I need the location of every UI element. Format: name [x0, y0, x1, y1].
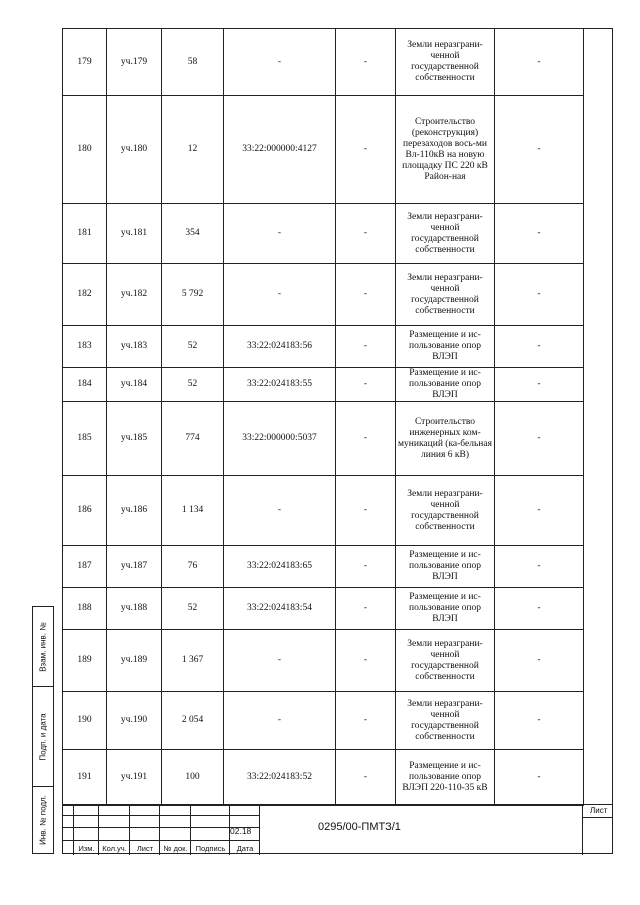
- row-number: 184: [63, 368, 107, 402]
- plot-area: 58: [162, 29, 224, 96]
- table-row: [63, 96, 584, 204]
- land-purpose: Земли неразграни-ченной государственной собственности: [396, 476, 495, 546]
- row-number: 185: [63, 402, 107, 476]
- land-purpose: Размещение и ис-пользование опор ВЛЭП: [396, 368, 495, 402]
- row-number: 179: [63, 29, 107, 96]
- plot-name: уч.187: [107, 546, 162, 588]
- col7-value: -: [495, 402, 584, 476]
- side-label-podp: Подп. и дата: [38, 712, 48, 761]
- col5-value: -: [336, 204, 396, 264]
- col5-value: -: [336, 692, 396, 750]
- side-stamp: [32, 606, 54, 854]
- plot-name: уч.188: [107, 588, 162, 630]
- plot-area: 76: [162, 546, 224, 588]
- col7-value: -: [495, 29, 584, 96]
- stamp-date-value: 02.18: [230, 826, 252, 836]
- table-row: [63, 326, 584, 368]
- stamp-label-list: Лист: [136, 844, 154, 853]
- col5-value: -: [336, 402, 396, 476]
- table-row: [63, 546, 584, 588]
- table-row: [63, 264, 584, 326]
- plot-name: уч.190: [107, 692, 162, 750]
- plot-area: 52: [162, 368, 224, 402]
- plot-name: уч.179: [107, 29, 162, 96]
- plot-area: 5 792: [162, 264, 224, 326]
- col7-value: -: [495, 96, 584, 204]
- stamp-label-data: Дата: [236, 844, 254, 853]
- cadastral-number: 33:22:024183:55: [224, 368, 336, 402]
- plot-area: 774: [162, 402, 224, 476]
- col5-value: -: [336, 264, 396, 326]
- col5-value: -: [336, 588, 396, 630]
- plot-name: уч.182: [107, 264, 162, 326]
- table-row: [63, 588, 584, 630]
- cadastral-number: 33:22:000000:4127: [224, 96, 336, 204]
- plot-name: уч.185: [107, 402, 162, 476]
- row-number: 190: [63, 692, 107, 750]
- register-table: [62, 28, 584, 806]
- side-cell-inv: [33, 787, 53, 853]
- plot-name: уч.191: [107, 750, 162, 806]
- document-code: 0295/00-ПМТЗ/1: [318, 821, 401, 833]
- land-purpose: Строительство инженерных ком-муникаций (ка-бельная линия 6 кВ): [396, 402, 495, 476]
- col5-value: -: [336, 476, 396, 546]
- plot-name: уч.184: [107, 368, 162, 402]
- row-number: 183: [63, 326, 107, 368]
- col5-value: -: [336, 546, 396, 588]
- table-row: [63, 402, 584, 476]
- side-label-vzam: Взам. инв. №: [38, 621, 48, 672]
- side-cell-vzam: [33, 607, 53, 687]
- row-number: 180: [63, 96, 107, 204]
- plot-name: уч.189: [107, 630, 162, 692]
- col7-value: -: [495, 204, 584, 264]
- plot-name: уч.183: [107, 326, 162, 368]
- plot-area: 1 367: [162, 630, 224, 692]
- stamp-col: [62, 805, 74, 855]
- col7-value: -: [495, 588, 584, 630]
- row-number: 182: [63, 264, 107, 326]
- col5-value: -: [336, 368, 396, 402]
- col7-value: -: [495, 546, 584, 588]
- cadastral-number: 33:22:000000:5037: [224, 402, 336, 476]
- cadastral-number: 33:22:024183:65: [224, 546, 336, 588]
- col7-value: -: [495, 476, 584, 546]
- table-row: [63, 29, 584, 96]
- table-row: [63, 476, 584, 546]
- col5-value: -: [336, 630, 396, 692]
- col7-value: -: [495, 368, 584, 402]
- land-purpose: Земли неразграни-ченной государственной собственности: [396, 204, 495, 264]
- col5-value: -: [336, 750, 396, 806]
- land-purpose: Строительство (реконструкция) перезаходов вось-ми Вл-110кВ на новую площадку ПС 220 кВ Район-ная: [396, 96, 495, 204]
- table-row: [63, 204, 584, 264]
- cadastral-number: -: [224, 204, 336, 264]
- cadastral-number: 33:22:024183:54: [224, 588, 336, 630]
- land-purpose: Земли неразграни-ченной государственной собственности: [396, 630, 495, 692]
- stamp-row-line: [62, 815, 260, 816]
- cadastral-number: -: [224, 476, 336, 546]
- col5-value: -: [336, 96, 396, 204]
- plot-area: 1 134: [162, 476, 224, 546]
- sheet-label: Лист: [590, 806, 608, 815]
- cadastral-number: 33:22:024183:56: [224, 326, 336, 368]
- land-purpose: Земли неразграни-ченной государственной собственности: [396, 264, 495, 326]
- stamp-row-line: [583, 817, 613, 818]
- land-purpose: Земли неразграни-ченной государственной собственности: [396, 692, 495, 750]
- plot-area: 12: [162, 96, 224, 204]
- table-row: [63, 692, 584, 750]
- plot-area: 354: [162, 204, 224, 264]
- stamp-label-kolich: Кол.уч.: [102, 844, 127, 853]
- stamp-label-podpis: Подпись: [195, 844, 226, 853]
- row-number: 181: [63, 204, 107, 264]
- plot-area: 100: [162, 750, 224, 806]
- table-row: [63, 630, 584, 692]
- stamp-col: [260, 805, 583, 855]
- col7-value: -: [495, 692, 584, 750]
- side-label-inv: Инв. № подл.: [38, 795, 48, 845]
- row-number: 187: [63, 546, 107, 588]
- stamp-row-line: [62, 840, 260, 841]
- land-purpose: Размещение и ис-пользование опор ВЛЭП: [396, 546, 495, 588]
- stamp-label-izm: Изм.: [78, 844, 95, 853]
- row-number: 191: [63, 750, 107, 806]
- plot-name: уч.181: [107, 204, 162, 264]
- plot-name: уч.186: [107, 476, 162, 546]
- plot-area: 2 054: [162, 692, 224, 750]
- col7-value: -: [495, 326, 584, 368]
- col7-value: -: [495, 264, 584, 326]
- cadastral-number: 33:22:024183:52: [224, 750, 336, 806]
- col7-value: -: [495, 750, 584, 806]
- plot-area: 52: [162, 588, 224, 630]
- side-cell-podp: [33, 687, 53, 787]
- col5-value: -: [336, 326, 396, 368]
- col7-value: -: [495, 630, 584, 692]
- table-row: [63, 368, 584, 402]
- row-number: 188: [63, 588, 107, 630]
- row-number: 186: [63, 476, 107, 546]
- cadastral-number: -: [224, 692, 336, 750]
- land-purpose: Размещение и ис-пользование опор ВЛЭП 220-110-35 кВ: [396, 750, 495, 806]
- table-row: [63, 750, 584, 806]
- cadastral-number: -: [224, 29, 336, 96]
- plot-area: 52: [162, 326, 224, 368]
- stamp-label-ndok: № док.: [163, 844, 188, 853]
- plot-name: уч.180: [107, 96, 162, 204]
- land-purpose: Размещение и ис-пользование опор ВЛЭП: [396, 326, 495, 368]
- col5-value: -: [336, 29, 396, 96]
- row-number: 189: [63, 630, 107, 692]
- land-purpose: Земли неразграни-ченной государственной собственности: [396, 29, 495, 96]
- land-purpose: Размещение и ис-пользование опор ВЛЭП: [396, 588, 495, 630]
- cadastral-number: -: [224, 630, 336, 692]
- cadastral-number: -: [224, 264, 336, 326]
